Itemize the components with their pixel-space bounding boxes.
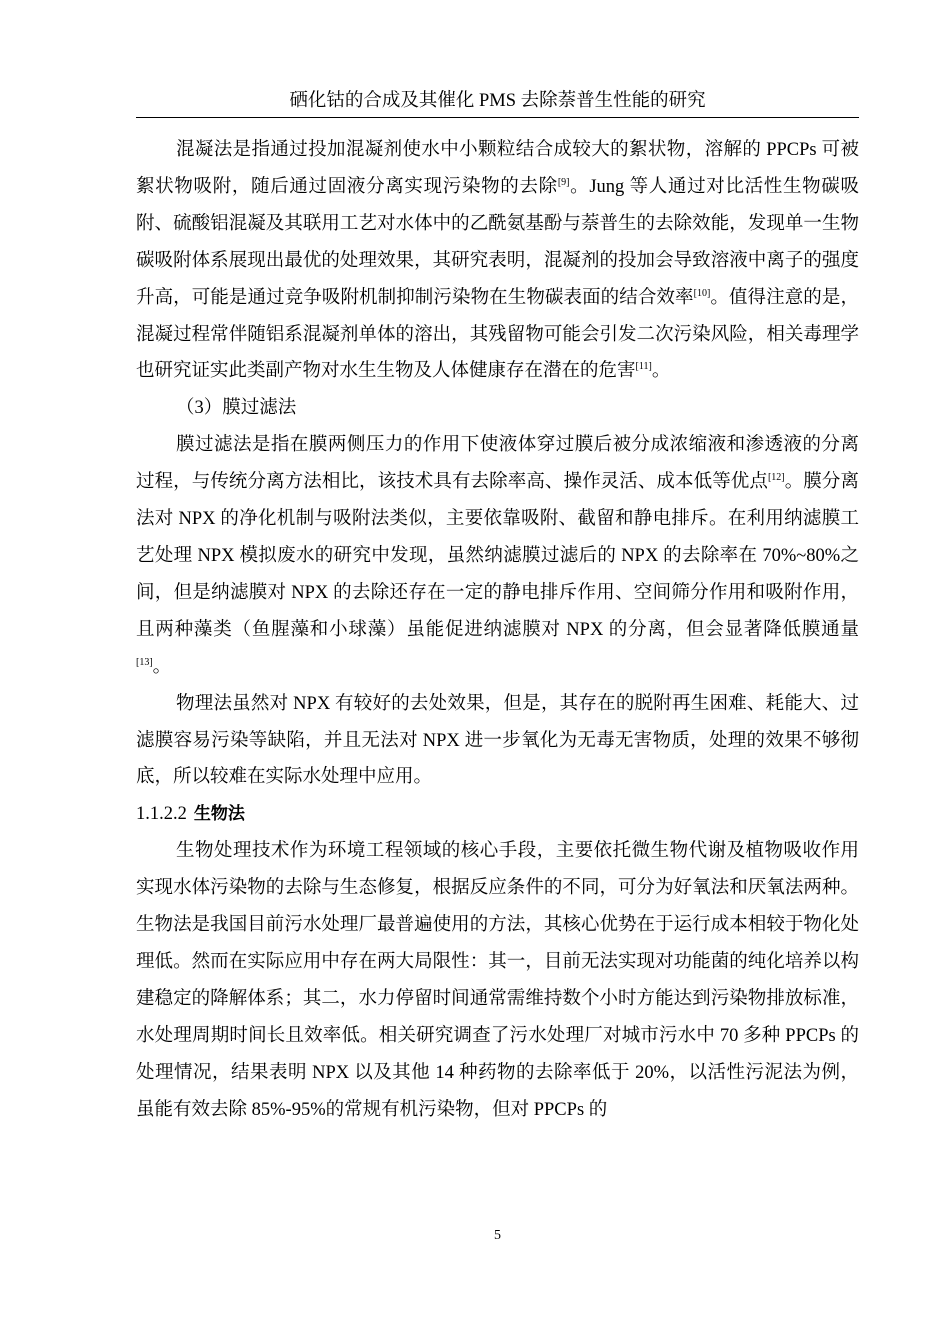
section-title: 生物法: [193, 804, 245, 825]
paragraph-physical-summary: 物理法虽然对 NPX 有较好的去处效果，但是，其存在的脱附再生困难、耗能大、过滤膜容易污染等缺陷，并且无法对 NPX 进一步氧化为无毒无害物质，处理的效果不够彻底，所以较难在实际水处理中应用。: [136, 693, 859, 788]
paragraph-text: 。Jung 等人通过对比活性生物碳吸附、硫酸铝混凝及其联用工艺对水体中的乙酰氨基酚与萘普生的去除效能，发现单一生物碳吸附体系展现出最优的处理效果，其研究表明，混凝剂的投加会导致溶液中离子的强度升高，可能是通过竞争吸附机制抑制污染物在生物碳表面的结合效率: [136, 176, 859, 308]
page-body: [136, 132, 859, 1128]
paragraph-coagulation: [136, 132, 859, 390]
citation: [11]: [635, 361, 652, 373]
paragraph-text: 。值得注意的是，混凝过程常伴随铝系混凝剂单体的溶出，其残留物可能会引发二次污染风险，相关毒理学也研究证实此类副产物对水生生物及人体健康存在潜在的危害: [136, 287, 859, 382]
section-heading: [136, 796, 859, 833]
header-rule: [136, 117, 859, 118]
paragraph-text: 。膜分离法对 NPX 的净化机制与吸附法类似，主要依靠吸附、截留和静电排斥。在利用纳滤膜工艺处理 NPX 模拟废水的研究中发现，虽然纳滤膜过滤后的 NPX 的去除率在 70%~80%之间，但是纳滤膜对 NPX 的去除还存在一定的静电排斥作用、空间筛分作用和吸附作用，且两种藻类（鱼腥藻和小球藻）虽能促进纳滤膜对 NPX 的分离，但会显著降低膜通量: [136, 472, 859, 640]
running-header: 硒化钴的合成及其催化 PMS 去除萘普生性能的研究: [289, 91, 706, 111]
paragraph-text: 混凝法是指通过投加混凝剂使水中小颗粒结合成较大的絮状物，溶解的 PPCPs 可被絮状物吸附，随后通过固液分离实现污染物的去除: [136, 140, 859, 197]
subheading-membrane: （3）膜过滤法: [176, 398, 297, 419]
paragraph-text: 。: [651, 361, 671, 382]
citation: [9]: [557, 176, 570, 188]
citation: [12]: [767, 472, 785, 484]
citation: [10]: [693, 287, 711, 299]
section-number: 1.1.2.2: [136, 804, 187, 825]
page-number: 5: [494, 1228, 501, 1243]
paragraph-membrane: [136, 427, 859, 685]
paragraph-text: 膜过滤法是指在膜两侧压力的作用下使液体穿过膜后被分成浓缩液和渗透液的分离过程，与传统分离方法相比，该技术具有去除率高、操作灵活、成本低等优点: [136, 435, 859, 493]
citation: [13]: [136, 656, 153, 668]
paragraph-biological: 生物处理技术作为环境工程领域的核心手段，主要依托微生物代谢及植物吸收作用实现水体污染物的去除与生态修复，根据反应条件的不同，可分为好氧法和厌氧法两种。生物法是我国目前污水处理厂最普遍使用的方法，其核心优势在于运行成本相较于物化处理低。然而在实际应用中存在两大局限性：其一，目前无法实现对功能菌的纯化培养以构建稳定的降解体系；其二，水力停留时间通常需维持数个小时方能达到污染物排放标准，水处理周期时间长且效率低。相关研究调查了污水处理厂对城市污水中 70 多种 PPCPs 的处理情况，结果表明 NPX 以及其他 14 种药物的去除率低于 20%，以活性污泥法为例，虽能有效去除 85%-95%的常规有机污染物，但对 PPCPs 的: [136, 841, 859, 1120]
paragraph-text: 。: [152, 656, 172, 677]
